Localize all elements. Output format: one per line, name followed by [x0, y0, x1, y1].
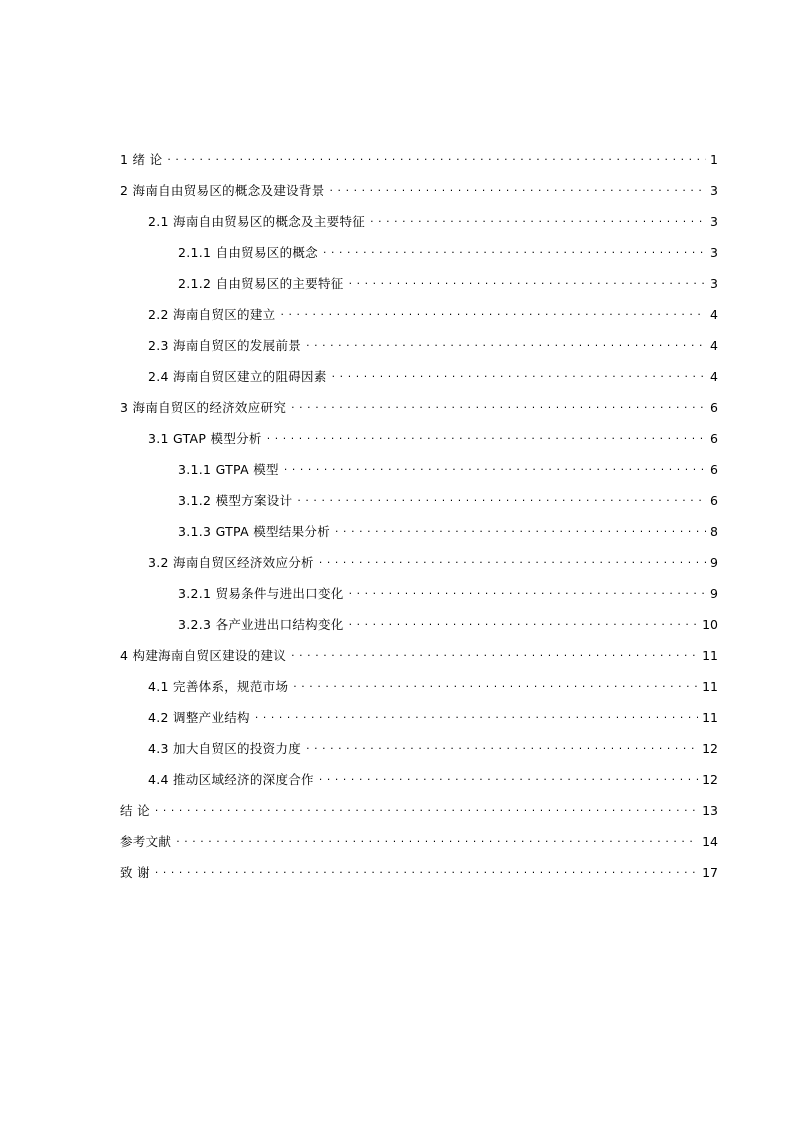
- toc-entry-4[interactable]: [120, 633, 718, 664]
- toc-entry-page: 3: [710, 245, 718, 260]
- toc-entry-title: 3.1.1 GTPA 模型: [178, 462, 279, 477]
- toc-entry-title: 3.2.3 各产业进出口结构变化: [178, 617, 344, 632]
- toc-dot-leader: [292, 677, 698, 693]
- toc-entry-title: 2.2 海南自贸区的建立: [148, 307, 276, 322]
- toc-entry-title: 2.1.2 自由贸易区的主要特征: [178, 276, 344, 291]
- toc-dot-leader: [290, 398, 706, 414]
- toc-entry-title: 3 海南自贸区的经济效应研究: [120, 400, 287, 415]
- toc-dot-leader: [296, 491, 706, 507]
- toc-entry-page: 13: [702, 803, 718, 818]
- toc-entry-4-3[interactable]: [120, 726, 718, 757]
- toc-entry-2-2[interactable]: [120, 292, 718, 323]
- toc-entry-title: 3.2 海南自贸区经济效应分析: [148, 555, 314, 570]
- toc-entry-title: 3.2.1 贸易条件与进出口变化: [178, 586, 344, 601]
- toc-entry-3-2-3[interactable]: [120, 602, 718, 633]
- toc-entry-page: 8: [710, 524, 718, 539]
- toc-entry-1[interactable]: [120, 137, 718, 168]
- toc-entry-title: 2.4 海南自贸区建立的阻碍因素: [148, 369, 327, 384]
- toc-dot-leader: [369, 212, 706, 228]
- toc-entry-page: 12: [702, 741, 718, 756]
- toc-entry-page: 6: [710, 462, 718, 477]
- toc-entry-page: 11: [702, 648, 718, 663]
- toc-entry-title: 3.1 GTAP 模型分析: [148, 431, 262, 446]
- toc-entry-3-1-3[interactable]: [120, 509, 718, 540]
- toc-entry-page: 4: [710, 307, 718, 322]
- toc-dot-leader: [290, 646, 698, 662]
- toc-entry-3-2-1[interactable]: [120, 571, 718, 602]
- toc-entry-title: 4.4 推动区域经济的深度合作: [148, 772, 314, 787]
- toc-entry-2-1[interactable]: [120, 199, 718, 230]
- toc-entry-page: 6: [710, 431, 718, 446]
- toc-entry-title: 4.3 加大自贸区的投资力度: [148, 741, 302, 756]
- toc-entry-page: 6: [710, 493, 718, 508]
- toc-entry-3-1[interactable]: [120, 416, 718, 447]
- toc-entry-acknowledgements[interactable]: [120, 850, 718, 881]
- toc-dot-leader: [348, 615, 699, 631]
- toc-entry-4-4[interactable]: [120, 757, 718, 788]
- toc-entry-page: 14: [702, 834, 718, 849]
- toc-dot-leader: [166, 150, 706, 166]
- toc-entry-3[interactable]: [120, 385, 718, 416]
- toc-entry-title: 1 绪 论: [120, 152, 163, 167]
- toc-entry-title: 4.2 调整产业结构: [148, 710, 250, 725]
- toc-dot-leader: [348, 584, 706, 600]
- toc-entry-2-1-2[interactable]: [120, 261, 718, 292]
- toc-entry-title: 4 构建海南自贸区建设的建议: [120, 648, 287, 663]
- toc-entry-3-1-1[interactable]: [120, 447, 718, 478]
- toc-dot-leader: [154, 801, 698, 817]
- toc-entry-4-2[interactable]: [120, 695, 718, 726]
- toc-dot-leader: [154, 863, 698, 879]
- toc-entry-2[interactable]: [120, 168, 718, 199]
- toc-entry-conclusion[interactable]: [120, 788, 718, 819]
- toc-entry-page: 1: [710, 152, 718, 167]
- toc-dot-leader: [322, 243, 706, 259]
- toc-entry-title: 3.1.3 GTPA 模型结果分析: [178, 524, 331, 539]
- toc-entry-2-1-1[interactable]: [120, 230, 718, 261]
- toc-dot-leader: [331, 367, 706, 383]
- toc-entry-title: 2 海南自由贸易区的概念及建设背景: [120, 183, 325, 198]
- toc-entry-page: 3: [710, 214, 718, 229]
- toc-entry-page: 6: [710, 400, 718, 415]
- toc-entry-page: 11: [702, 710, 718, 725]
- toc-entry-3-1-2[interactable]: [120, 478, 718, 509]
- toc-entry-title: 2.3 海南自贸区的发展前景: [148, 338, 302, 353]
- toc-entry-page: 10: [702, 617, 718, 632]
- toc-dot-leader: [318, 770, 698, 786]
- toc-entry-title: 致 谢: [120, 865, 150, 880]
- toc-dot-leader: [266, 429, 706, 445]
- toc-dot-leader: [348, 274, 706, 290]
- toc-dot-leader: [305, 739, 698, 755]
- toc-entry-4-1[interactable]: [120, 664, 718, 695]
- toc-entry-title: 4.1 完善体系，规范市场: [148, 679, 289, 694]
- toc-entry-page: 12: [702, 772, 718, 787]
- toc-dot-leader: [283, 460, 706, 476]
- toc-entry-page: 4: [710, 369, 718, 384]
- toc-dot-leader: [305, 336, 706, 352]
- toc-entry-page: 17: [702, 865, 718, 880]
- toc-entry-page: 3: [710, 276, 718, 291]
- toc-entry-page: 4: [710, 338, 718, 353]
- toc-entry-2-4[interactable]: [120, 354, 718, 385]
- toc-entry-references[interactable]: [120, 819, 718, 850]
- toc-entry-title: 2.1.1 自由贸易区的概念: [178, 245, 318, 260]
- toc-entry-3-2[interactable]: [120, 540, 718, 571]
- table-of-contents: [120, 137, 718, 881]
- toc-entry-title: 参考文献: [120, 834, 172, 849]
- toc-entry-page: 9: [710, 555, 718, 570]
- toc-entry-title: 2.1 海南自由贸易区的概念及主要特征: [148, 214, 366, 229]
- toc-dot-leader: [175, 832, 698, 848]
- toc-dot-leader: [279, 305, 706, 321]
- toc-dot-leader: [254, 708, 698, 724]
- toc-entry-page: 3: [710, 183, 718, 198]
- toc-entry-title: 3.1.2 模型方案设计: [178, 493, 293, 508]
- toc-entry-page: 9: [710, 586, 718, 601]
- toc-entry-2-3[interactable]: [120, 323, 718, 354]
- toc-dot-leader: [334, 522, 706, 538]
- toc-entry-title: 结 论: [120, 803, 150, 818]
- toc-dot-leader: [329, 181, 706, 197]
- toc-dot-leader: [318, 553, 706, 569]
- toc-entry-page: 11: [702, 679, 718, 694]
